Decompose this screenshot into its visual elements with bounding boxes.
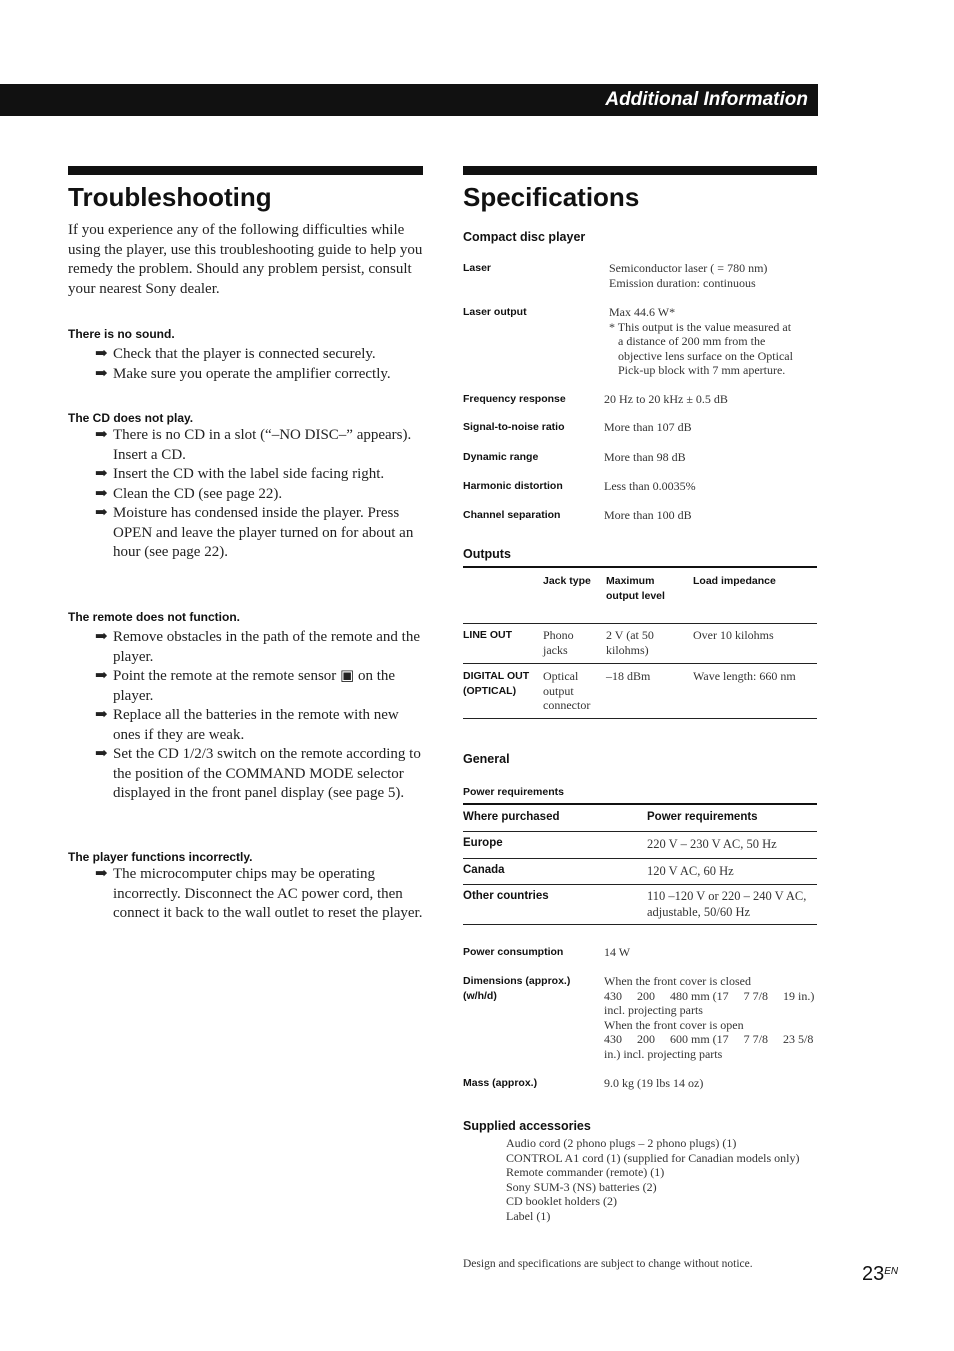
arrow-icon: ➡ — [95, 427, 108, 443]
output-load: Wave length: 660 nm — [693, 669, 796, 683]
arrow-icon: ➡ — [95, 485, 108, 502]
power-where: Other countries — [463, 890, 549, 902]
outputs-col-load: Load impedance — [693, 575, 776, 587]
table-line — [463, 623, 817, 624]
spec-value: More than 100 dB — [604, 508, 692, 522]
section-header-title: Additional Information — [605, 89, 808, 110]
power-value: 220 V – 230 V AC, 50 Hz — [647, 837, 777, 851]
spec-label-mass: Mass (approx.) — [463, 1077, 538, 1089]
page-suffix: EN — [884, 1266, 899, 1277]
accessory-item: Sony SUM-3 (NS) batteries (2) — [506, 1179, 657, 1194]
power-req-label: Power requirements — [463, 786, 564, 798]
ts-section-remote — [68, 609, 423, 804]
output-level: –18 dBm — [606, 669, 651, 683]
spec-value: 20 Hz to 20 kHz ± 0.5 dB — [604, 392, 728, 406]
accessory-item: Audio cord (2 phono plugs – 2 phono plugs) (1) — [506, 1136, 737, 1150]
accessories-heading: Supplied accessories — [463, 1119, 591, 1133]
output-jack: Phono jacks — [543, 628, 574, 657]
title-rule — [463, 166, 817, 175]
troubleshooting-column — [68, 166, 423, 921]
ts-section-incorrect — [68, 849, 423, 924]
power-value: 110 –120 V or 220 – 240 V AC, adjustable, 50/60 Hz — [647, 889, 807, 919]
spec-label-dimensions: Dimensions (approx.) (w/h/d) — [463, 975, 571, 1002]
ts-item: ➡ There is no CD in a slot (“–NO DISC–” appears). — [68, 426, 423, 446]
page-number: $23^{EN}$ — [862, 1263, 899, 1285]
spec-label: Channel separation — [463, 509, 561, 521]
arrow-icon: ➡ — [95, 746, 108, 762]
ts-heading: The player functions incorrectly. — [68, 850, 253, 864]
accessories-list — [506, 1136, 806, 1224]
spec-value: More than 98 dB — [604, 450, 686, 464]
accessory-item: CONTROL A1 cord (1) (supplied for Canadian models only) — [506, 1150, 800, 1165]
spec-label-laser: Laser — [463, 262, 492, 274]
arrow-icon: ➡ — [95, 505, 108, 521]
outputs-col-level: Maximum output level — [606, 575, 665, 602]
ts-item: ➡ Replace all the batteries in the remote with new ones if they are weak. — [95, 707, 399, 743]
output-jack: Optical output connector — [543, 669, 591, 713]
ts-item: ➡ The microcomputer chips may be operating incorrectly. Disconnect the AC power cord, then connect it back to the wall outlet to reset the player. — [95, 866, 423, 921]
spec-label: Signal-to-noise ratio — [463, 421, 565, 433]
power-value: 120 V AC, 60 Hz — [647, 864, 734, 878]
cd-player-heading: Compact disc player — [463, 230, 586, 244]
arrow-icon: ➡ — [95, 466, 108, 482]
ts-item: ➡ Point the remote at the remote sensor ▣ on the player. — [95, 668, 396, 704]
specifications-title: Specifications — [463, 182, 640, 212]
specifications-column — [463, 166, 817, 1246]
spec-value-laser: Semiconductor laser ( = 780 nm) Emission duration: continuous — [609, 261, 768, 290]
ts-item: ➡ Clean the CD (see page 22). — [68, 485, 423, 505]
title-rule — [68, 166, 423, 175]
ts-heading: There is no sound. — [68, 327, 175, 341]
ts-item: ➡ Set the CD 1/2/3 switch on the remote according to the position of the COMMAND MODE selector displayed in the front panel display (see page 5). — [95, 746, 421, 801]
ts-heading: The CD does not play. — [68, 411, 194, 425]
table-line — [463, 831, 817, 832]
accessory-item: CD booklet holders (2) — [506, 1194, 617, 1209]
table-line — [463, 858, 817, 859]
outputs-heading: Outputs — [463, 547, 511, 561]
output-name: DIGITAL OUT (OPTICAL) — [463, 670, 530, 697]
output-name: LINE OUT — [463, 629, 512, 641]
arrow-icon: ➡ — [95, 346, 108, 362]
spec-label-laser-output: Laser output — [463, 306, 527, 318]
ts-section-cd-not-play — [68, 410, 423, 563]
spec-value: More than 107 dB — [604, 420, 692, 434]
arrow-icon: ➡ — [95, 629, 108, 645]
ts-item: ➡ Make sure you operate the amplifier correctly. — [68, 365, 423, 385]
power-col-req: Power requirements — [647, 811, 758, 823]
ts-subitem: Insert a CD. — [113, 446, 186, 463]
ts-section-no-sound — [68, 326, 423, 384]
spec-value-laser-output: Max 44.6 W* * This output is the value measured at a distance of 200 mm from the objective lens surface on the Optical Pick-up block with 7 mm aperture. — [609, 305, 793, 378]
accessory-item: Label (1) — [506, 1208, 551, 1223]
ts-item: ➡ Moisture has condensed inside the player. Press OPEN and leave the player turned on for about an hour (see page 22). — [95, 505, 414, 560]
troubleshooting-title: Troubleshooting — [68, 182, 272, 212]
spec-value-power-consumption: 14 W — [604, 945, 631, 959]
power-where: Canada — [463, 864, 505, 876]
arrow-icon: ➡ — [95, 707, 108, 723]
arrow-icon: ➡ — [95, 866, 108, 882]
spec-value-mass: 9.0 kg (19 lbs 14 oz) — [604, 1076, 704, 1090]
arrow-icon: ➡ — [95, 668, 108, 684]
power-where: Europe — [463, 837, 503, 849]
troubleshooting-intro: If you experience any of the following difficulties while using the player, use this troubleshooting guide to help you remedy the problem. Should any problem persist, consult your nearest Sony dealer. — [68, 222, 423, 297]
ts-item: ➡ Check that the player is connected securely. — [68, 345, 423, 365]
table-rule — [463, 803, 817, 805]
arrow-icon: ➡ — [95, 365, 108, 382]
ts-item: ➡ Insert the CD with the label side facing right. — [68, 465, 423, 485]
footer-note: Design and specifications are subject to change without notice. — [463, 1258, 753, 1270]
table-line — [463, 663, 817, 664]
ts-item: ➡ Remove obstacles in the path of the remote and the player. — [95, 629, 420, 665]
table-line — [463, 884, 817, 885]
spec-label: Harmonic distortion — [463, 480, 563, 492]
spec-label: Dynamic range — [463, 451, 539, 463]
accessory-item: Remote commander (remote) (1) — [506, 1165, 665, 1180]
output-load: Over 10 kilohms — [693, 628, 774, 642]
output-level: 2 V (at 50 kilohms) — [606, 628, 654, 657]
table-line — [463, 924, 817, 925]
spec-value-dimensions: When the front cover is closed 430 200 480 mm (17 7 7/8 19 in.) incl. projecting parts When the front cover is open 430 200 600 mm (17 7 7/8 23 5/8 in.) incl. projecting parts — [604, 974, 815, 1061]
table-line — [463, 718, 817, 719]
general-heading: General — [463, 752, 510, 766]
spec-label: Frequency response — [463, 393, 566, 405]
spec-value: Less than 0.0035% — [604, 479, 696, 493]
outputs-col-jack: Jack type — [543, 575, 591, 587]
spec-label-power-consumption: Power consumption — [463, 946, 564, 958]
table-rule — [463, 566, 817, 568]
power-col-where: Where purchased — [463, 811, 560, 823]
ts-heading: The remote does not function. — [68, 610, 241, 624]
